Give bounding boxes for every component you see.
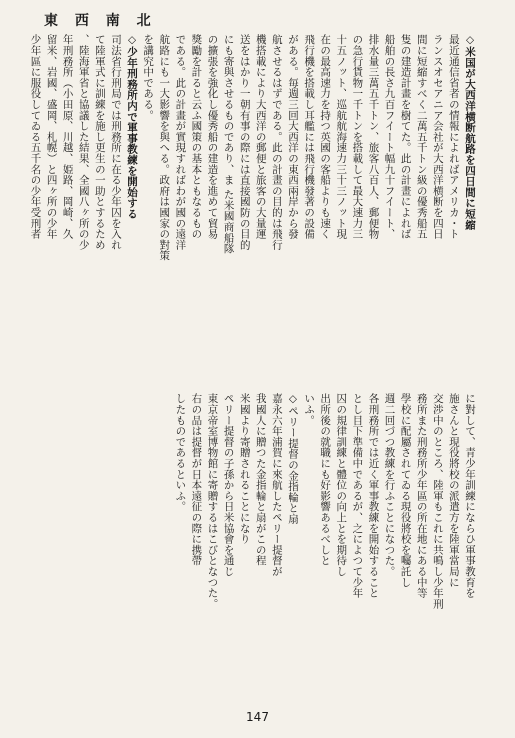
text-column: ランスオセアニア会社が大西洋横断を四日 [431,34,444,240]
text-column: 留米、岩國、盛岡、札幌）と四ヶ所の少年 [45,34,58,240]
section-heading: ◇少年刑務所内で軍事教練を開始する [126,34,139,220]
text-column: に對して、青少年訓練にならひ軍事教育を [464,393,476,599]
text-column: 機搭載により大西洋の郵便と旅客の大量運 [254,34,267,240]
text-column: を講究中である。 [142,34,155,121]
text-column: 交渉中のところ、陸軍もこれに共鳴し少年刑 [431,393,444,609]
text-column: 年刑務所（小田原、川越、姫路、岡崎、久 [61,34,74,240]
text-column: 施さんと現役將校の派遣方を陸軍當局に [447,393,460,588]
text-column: 航路にも一大影響を與へる。政府は國家の對策 [158,34,171,261]
text-column: である。此の計畫が實現すればわが國の遠洋 [174,34,187,250]
page-header: 東 西 南 北 [44,13,157,29]
text-column: 間に短縮すべく二萬五千トン級の優秀船五 [415,34,428,240]
text-column: の擴張を強化し優秀船の建造を進めて貿易 [206,34,219,240]
text-column: 各刑務所では近く軍事教練を開始すること [367,393,380,599]
text-column: て陸軍式に訓練を施し更生の一助とするため [93,34,106,250]
text-column: 學校に配屬されてゐる現役將校を囑託し [399,393,412,588]
text-column: とし目下準備中であるが、之によつて少年 [351,393,364,599]
text-column: いふ。 [303,393,316,426]
text-column: 少年區に服役してゐる五千名の少年受刑者 [29,34,42,240]
text-column: したものであるといふ。 [174,393,187,512]
text-column: 隻の建造計畫を樹てた。此の計畫によれば [399,34,412,240]
text-column: ◇ペリー提督の金指輪と扇 [286,393,299,525]
text-column: 囚の規律訓練と體位の向上とを期待し [335,393,348,577]
text-column: 航させるはずである。此の計畫の目的は飛行 [270,34,283,250]
text-column: 嘉永六年浦賀に來航したペリー提督が [270,393,283,577]
text-column: 最近通信省者の情報によればアメリカ・ト [447,34,460,240]
text-column: 東京帝室博物館に寄贈するはこびとなつた。 [206,393,219,609]
text-section-top [29,34,478,389]
text-column: 我國人に贈つた金指輪と扇がこの程 [254,393,267,566]
text-column: 在の最高速力を持つ英國の客船よりも速く [319,34,332,240]
text-column: 排水量三萬五千トン、旅客八百人、郵便物 [367,34,380,240]
text-column: 獎勵を計ると云ふ國策の基本ともなるもの [190,34,203,240]
text-column: 出所後の就職にも好影響あるべしと [319,393,332,566]
text-column: 十五ノット、巡航航海速力三十三ノット現 [335,34,348,240]
text-column: の急行貨物一千トンを搭載して最大速力三 [351,34,364,240]
text-column: ペリー提督の子孫から日米協會を通じ [222,393,235,577]
text-column: にも寄與させるものであり、ま た米國商船隊 [222,34,235,254]
text-column: 米國より寄贈されることになり [238,393,251,545]
text-column: 週二回づつ教練を行ふことになつた。 [383,393,396,577]
text-column: 右の品は提督が日本遠征の際に携帶 [190,393,203,566]
text-column: 送をはかり一朝有事の際には直接國防の目的 [238,34,251,250]
text-column: 船舶の長さ九百フイート幅九十フイート、 [383,34,396,240]
section-heading: ◇米国が大西洋横断航路を四日間に短縮 [464,34,476,230]
text-column: 飛行機を搭載し耳艦には飛行機發著の設備 [303,34,316,240]
text-column: 司法省行刑局では刑務所に在る少年囚を入れ [109,34,122,250]
text-column: 、陸海軍省と協議した結果、全國八ヶ所の少 [77,34,90,250]
text-column: がある。毎週三回大西洋の東西兩岸から發 [286,34,299,240]
text-section-bottom [38,393,478,703]
page-number: 147 [246,710,269,724]
text-column: 務所また刑務所少年區の所在地にある中等 [415,393,428,599]
